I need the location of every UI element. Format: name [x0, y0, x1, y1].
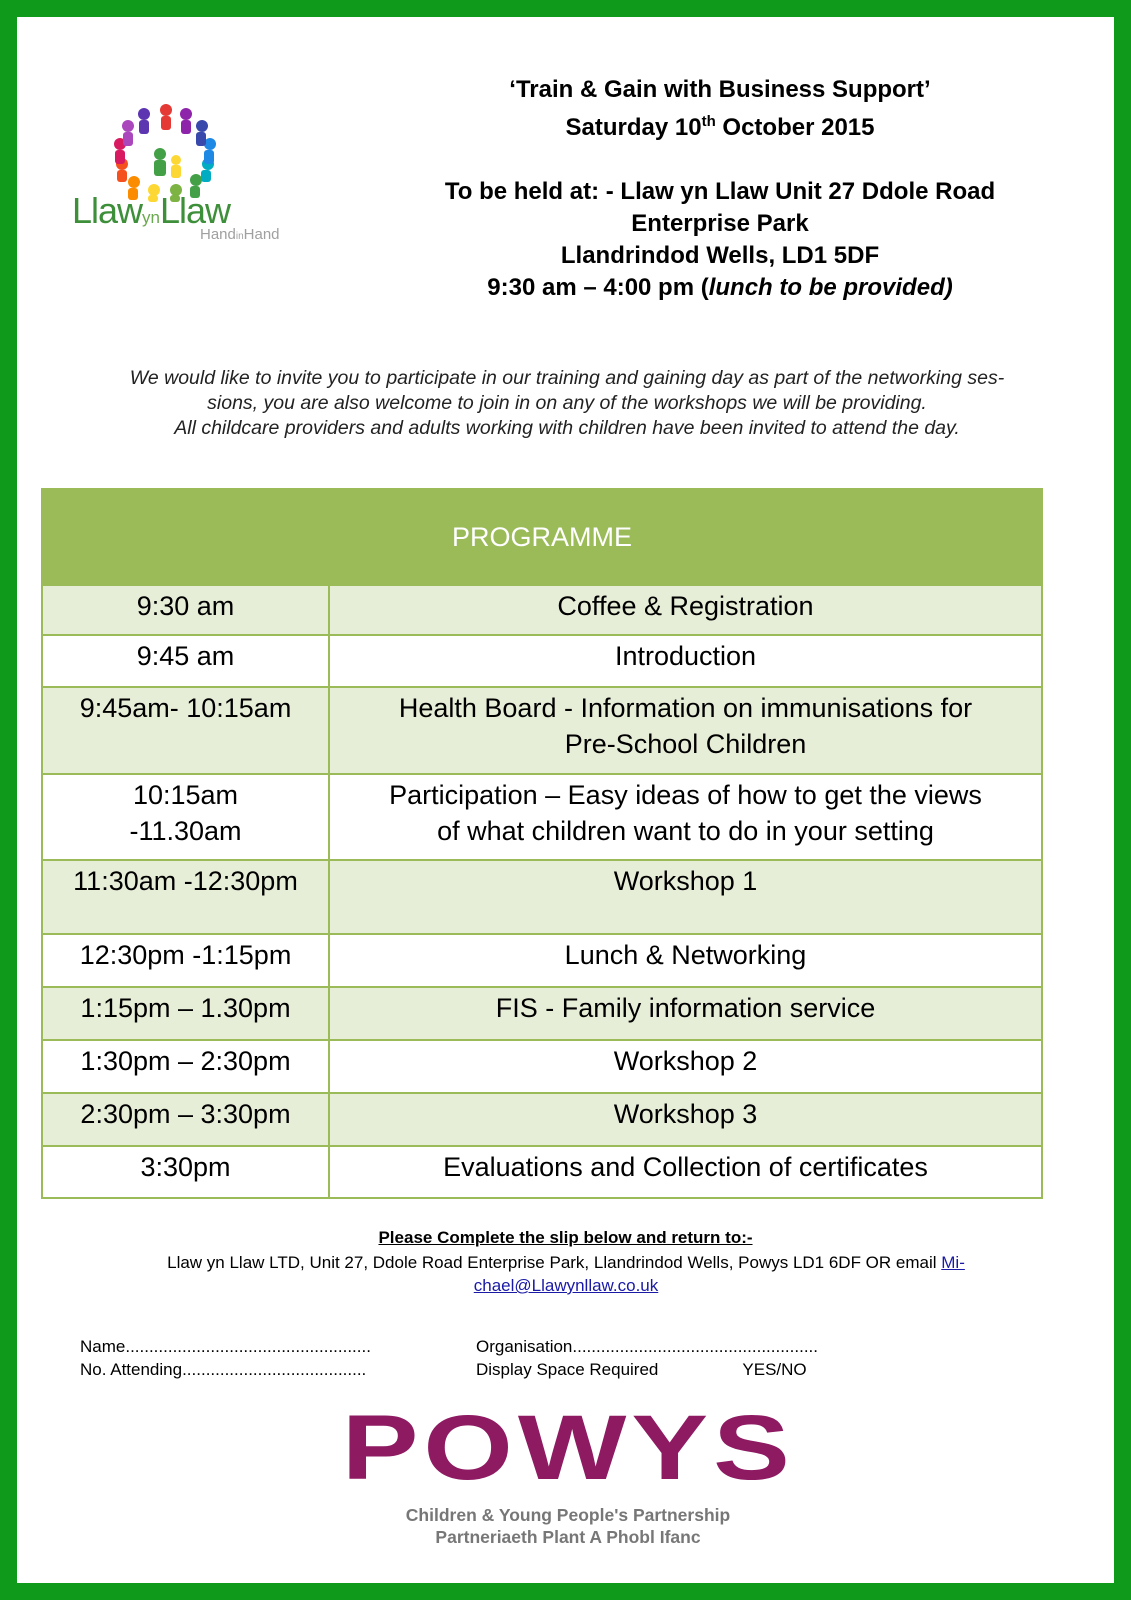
- llaw-yn-llaw-logo: [66, 92, 280, 252]
- programme-heading: PROGRAMME: [41, 488, 1043, 586]
- table-row: 3:30pm Evaluations and Collection of certificates: [41, 1147, 1043, 1199]
- display-space-field: Display Space Required YES/NO: [476, 1360, 807, 1379]
- table-row: 11:30am -12:30pm Workshop 1: [41, 861, 1043, 935]
- attending-field: No. Attending.......................................: [80, 1360, 367, 1379]
- slip-form-right: [476, 1335, 818, 1381]
- table-row: 1:30pm – 2:30pm Workshop 2: [41, 1041, 1043, 1094]
- table-row: 9:30 am Coffee & Registration: [41, 586, 1043, 636]
- table-row: 12:30pm -1:15pm Lunch & Networking: [41, 935, 1043, 988]
- table-row: 9:45 am Introduction: [41, 636, 1043, 688]
- table-row: 2:30pm – 3:30pm Workshop 3: [41, 1094, 1043, 1147]
- event-date: Saturday 10th October 2015: [565, 113, 875, 141]
- slip-form-left: [80, 1335, 371, 1381]
- programme-table: [41, 488, 1043, 1199]
- logo-wordmark: LlawynLlaw: [72, 190, 231, 231]
- yes-no-option: YES/NO: [742, 1360, 807, 1379]
- event-time: 9:30 am – 4:00 pm (lunch to be provided): [487, 274, 953, 301]
- powys-wordmark: POWYS: [341, 1397, 795, 1499]
- people-circle-icon: [110, 102, 222, 202]
- table-row: 10:15am -11.30am Participation – Easy ideas of how to get the views of what children want to do in your setting: [41, 775, 1043, 861]
- invitation-text: We would like to invite you to participate in our training and gaining day as part of the networking ses- sions, you are also welcome to join in on any of the workshops we will be providing. All childcare providers and adults working with children have been invited to attend the day.: [129, 367, 1005, 439]
- name-field: Name....................................................: [80, 1337, 371, 1356]
- email-link[interactable]: Mi- chael@Llawynllaw.co.uk: [473, 1253, 965, 1295]
- slip-title: Please Complete the slip below and return to:-: [378, 1228, 753, 1247]
- venue-line-3: Llandrindod Wells, LD1 5DF: [560, 242, 880, 269]
- event-title: ‘Train & Gain with Business Support’: [509, 76, 931, 103]
- return-address: Llaw yn Llaw LTD, Unit 27, Ddole Road Enterprise Park, Llandrindod Wells, Powys LD1 6DF OR email Mi- chael@Llawynllaw.co.uk: [167, 1253, 965, 1295]
- powys-subtitle: Children & Young People's Partnership Partneriaeth Plant A Phobl Ifanc: [405, 1505, 731, 1547]
- organisation-field: Organisation....................................................: [476, 1337, 818, 1356]
- powys-logo: [341, 1397, 795, 1548]
- event-header: [360, 74, 1080, 304]
- venue-line-1: To be held at: - Llaw yn Llaw Unit 27 Ddole Road: [444, 178, 996, 205]
- venue-line-2: Enterprise Park: [631, 210, 809, 237]
- table-row: 9:45am- 10:15am Health Board - Information on immunisations for Pre-School Children: [41, 688, 1043, 775]
- logo-subtitle: HandinHand: [200, 226, 280, 243]
- table-row: 1:15pm – 1.30pm FIS - Family information service: [41, 988, 1043, 1041]
